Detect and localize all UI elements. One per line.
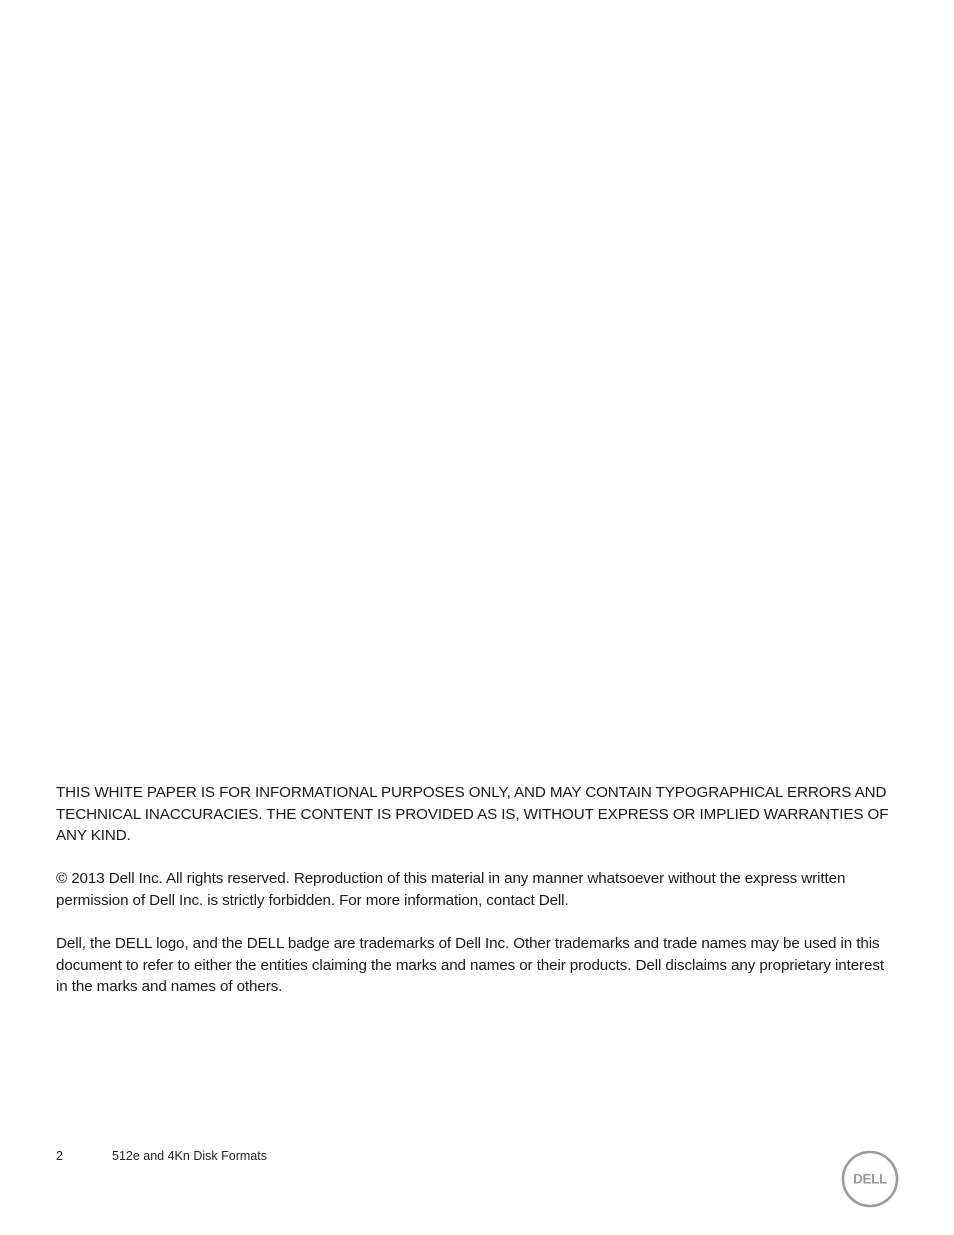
- trademark-paragraph: Dell, the DELL logo, and the DELL badge are trademarks of Dell Inc. Other trademarks and trade names may be used in this document to refer to either the entities claiming the marks and names or their products. Dell disclaims any proprietary interest in the marks and names of others.: [56, 935, 884, 996]
- dell-logo-svg: [841, 1150, 899, 1208]
- page-number: 2: [56, 1149, 63, 1163]
- legal-notice: [56, 782, 898, 1020]
- dell-logo-icon: [841, 1150, 899, 1208]
- dell-logo-text: DELL: [853, 1171, 887, 1187]
- copyright-paragraph: © 2013 Dell Inc. All rights reserved. Reproduction of this material in any manner whatsoever without the express written permission of Dell Inc. is strictly forbidden. For more information, contact Dell.: [56, 870, 846, 909]
- footer-document-title: 512e and 4Kn Disk Formats: [112, 1149, 267, 1163]
- disclaimer-paragraph: THIS WHITE PAPER IS FOR INFORMATIONAL PURPOSES ONLY, AND MAY CONTAIN TYPOGRAPHICAL ERRORS AND TECHNICAL INACCURACIES. THE CONTENT IS PROVIDED AS IS, WITHOUT EXPRESS OR IMPLIED WARRANTIES OF ANY KIND.: [56, 784, 889, 845]
- page-footer: [56, 1148, 267, 1164]
